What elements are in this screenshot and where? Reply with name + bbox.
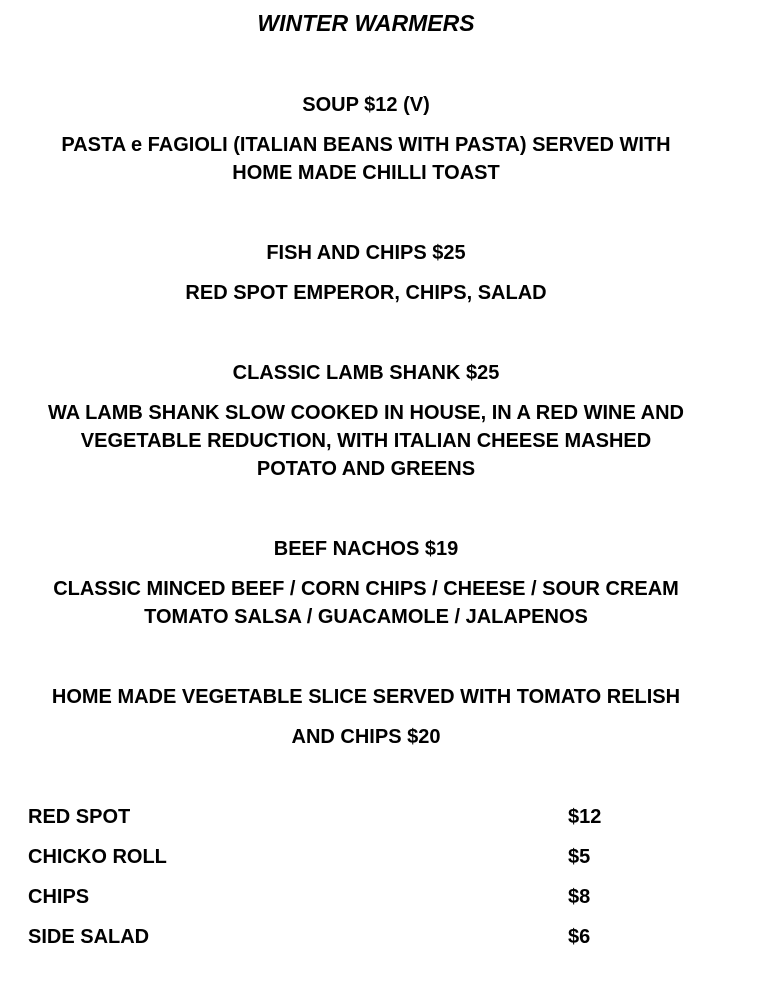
soup-description-line-2: HOME MADE CHILLI TOAST <box>232 162 500 184</box>
side-item-price: $5 <box>568 846 591 868</box>
beef-nachos-description-line-1: CLASSIC MINCED BEEF / CORN CHIPS / CHEESE / SOUR CREAM <box>53 578 679 600</box>
lamb-shank-description-line-2: VEGETABLE REDUCTION, WITH ITALIAN CHEESE MASHED <box>80 430 652 452</box>
side-item-name: CHIPS <box>28 886 90 908</box>
fish-and-chips-heading: FISH AND CHIPS $25 <box>266 242 466 264</box>
side-item-price: $12 <box>568 806 602 828</box>
soup-heading: SOUP $12 (V) <box>302 94 430 116</box>
soup-description-line-1: PASTA e FAGIOLI (ITALIAN BEANS WITH PASTA) SERVED WITH <box>61 134 671 156</box>
side-item <box>28 803 648 831</box>
side-item-price: $8 <box>568 886 591 908</box>
fish-and-chips-description: RED SPOT EMPEROR, CHIPS, SALAD <box>185 282 547 304</box>
side-item <box>28 843 648 871</box>
beef-nachos-description-line-2: TOMATO SALSA / GUACAMOLE / JALAPENOS <box>144 606 588 628</box>
side-item <box>28 923 648 951</box>
lamb-shank-heading: CLASSIC LAMB SHANK $25 <box>232 362 500 384</box>
lamb-shank-description-line-1: WA LAMB SHANK SLOW COOKED IN HOUSE, IN A RED WINE AND <box>48 402 684 424</box>
beef-nachos-heading: BEEF NACHOS $19 <box>273 538 459 560</box>
side-item-name: RED SPOT <box>28 806 131 828</box>
side-item <box>28 883 648 911</box>
lamb-shank-description-line-3: POTATO AND GREENS <box>256 458 476 480</box>
side-item-name: CHICKO ROLL <box>28 846 167 868</box>
vegetable-slice-heading: HOME MADE VEGETABLE SLICE SERVED WITH TOMATO RELISH <box>51 686 681 708</box>
menu-title: WINTER WARMERS <box>257 10 475 36</box>
side-item-price: $6 <box>568 926 591 948</box>
vegetable-slice-description: AND CHIPS $20 <box>291 726 441 748</box>
side-item-name: SIDE SALAD <box>28 926 150 948</box>
